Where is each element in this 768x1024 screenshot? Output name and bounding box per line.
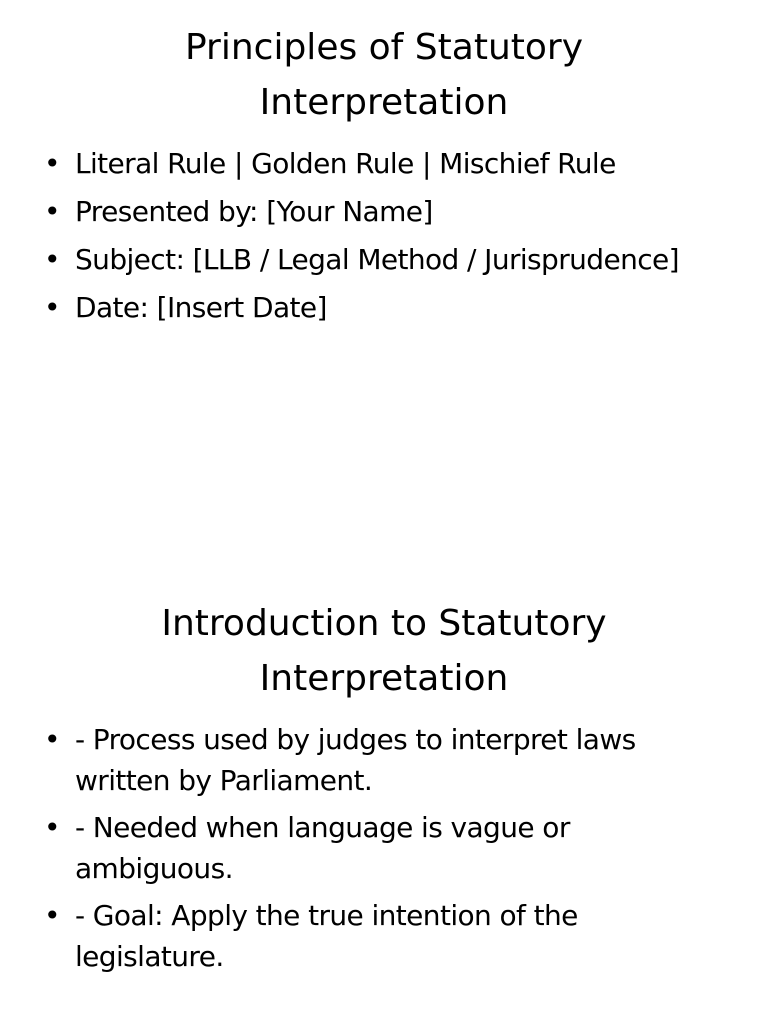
bullet-item [44,239,724,280]
bullet-item [44,143,724,184]
bullet-icon: • [44,899,60,932]
bullet-text: Subject: [LLB / Legal Method / Jurisprudence] [75,243,679,276]
slide-title-line-1: Introduction to Statutory [161,603,607,644]
bullet-icon: • [44,243,60,276]
slide-introduction [0,576,768,1024]
bullet-text: Presented by: [Your Name] [75,195,433,228]
bullet-text: Literal Rule | Golden Rule | Mischief Rule [75,147,616,180]
bullet-item [44,807,724,889]
bullet-text: Date: [Insert Date] [75,291,327,324]
bullet-item [44,895,724,977]
bullet-list [44,143,724,328]
bullet-item [44,287,724,328]
bullet-list [44,719,724,977]
bullet-icon: • [44,723,60,756]
slide-title-line-2: Interpretation [259,82,509,123]
slide-title-line-1: Principles of Statutory [184,27,584,68]
bullet-icon: • [44,147,60,180]
bullet-item [44,719,724,801]
bullet-icon: • [44,811,60,844]
bullet-icon: • [44,195,60,228]
slide-title [54,0,714,130]
bullet-text: - Goal: Apply the true intention of the legislature. [75,899,578,973]
slide-title-line-2: Interpretation [259,658,509,699]
slide-title [54,576,714,706]
bullet-text: - Process used by judges to interpret laws written by Parliament. [75,723,636,797]
bullet-text: - Needed when language is vague or ambiguous. [75,811,570,885]
bullet-icon: • [44,291,60,324]
bullet-item [44,191,724,232]
